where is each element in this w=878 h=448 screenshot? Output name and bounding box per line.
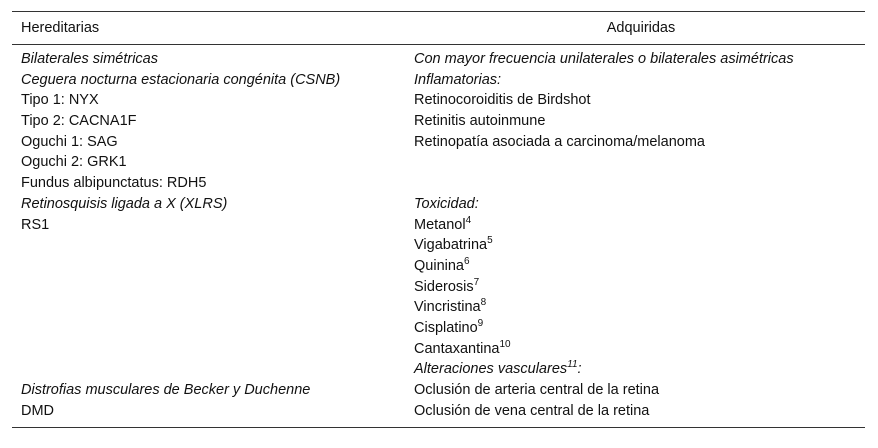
table-header xyxy=(12,12,865,45)
vasc-title-text: Alteraciones vasculares xyxy=(414,361,568,378)
tox-item xyxy=(414,339,865,360)
csnb-item: Oguchi 2: GRK1 xyxy=(21,154,127,171)
tox-ref: 6 xyxy=(463,256,470,268)
xlrs-item: RS1 xyxy=(21,216,50,233)
tox-item xyxy=(414,235,865,256)
tox-ref: 8 xyxy=(480,297,487,309)
tox-item xyxy=(414,297,865,318)
table-body xyxy=(12,45,865,428)
dmd-title: Distrofias musculares de Becker y Duchenne xyxy=(21,382,311,398)
tox-name: Cisplatino xyxy=(414,319,478,336)
csnb-title: Ceguera nocturna estacionaria congénita (CSNB) xyxy=(21,71,341,88)
left-section-title: Bilaterales simétricas xyxy=(21,51,158,67)
header-hereditarias: Hereditarias xyxy=(21,20,100,36)
tox-item xyxy=(414,277,865,298)
tox-ref: 7 xyxy=(473,276,480,288)
tox-ref: 9 xyxy=(477,318,484,330)
inflam-title: Inflamatorias: xyxy=(414,71,502,88)
inflam-item: Retinopatía asociada a carcinoma/melanoma xyxy=(414,133,705,150)
tox-name: Vigabatrina xyxy=(414,237,488,254)
xlrs-title: Retinosquisis ligada a X (XLRS) xyxy=(21,195,228,212)
vasc-colon: : xyxy=(577,361,582,378)
classification-table xyxy=(12,11,865,428)
tox-ref: 10 xyxy=(499,338,511,350)
column-adquiridas xyxy=(414,49,865,421)
column-hereditarias xyxy=(12,49,414,421)
csnb-item: Tipo 2: CACNA1F xyxy=(21,113,137,130)
csnb-item: Oguchi 1: SAG xyxy=(21,133,118,150)
csnb-item: Tipo 1: NYX xyxy=(21,92,99,109)
header-adquiridas: Adquiridas xyxy=(606,20,676,36)
tox-item xyxy=(414,256,865,277)
tox-name: Metanol xyxy=(414,216,466,233)
tox-ref: 5 xyxy=(487,235,493,247)
tox-title: Toxicidad: xyxy=(414,195,479,212)
vasc-item: Oclusión de vena central de la retina xyxy=(414,402,650,419)
inflam-item: Retinocoroiditis de Birdshot xyxy=(414,92,591,109)
inflam-item: Retinitis autoinmune xyxy=(414,113,546,130)
tox-name: Quinina xyxy=(414,257,464,274)
tox-item xyxy=(414,215,865,236)
vasc-title xyxy=(414,359,865,380)
tox-ref: 4 xyxy=(465,214,472,226)
vasc-item: Oclusión de arteria central de la retina xyxy=(414,382,660,398)
tox-item xyxy=(414,318,865,339)
dmd-item: DMD xyxy=(21,402,55,419)
csnb-item: Fundus albipunctatus: RDH5 xyxy=(21,175,207,192)
tox-name: Vincristina xyxy=(414,299,481,316)
tox-name: Cantaxantina xyxy=(414,340,500,357)
right-section-title: Con mayor frecuencia unilaterales o bilaterales asimétricas xyxy=(414,51,794,67)
vasc-ref: 11 xyxy=(567,359,578,371)
tox-name: Siderosis xyxy=(414,278,474,295)
